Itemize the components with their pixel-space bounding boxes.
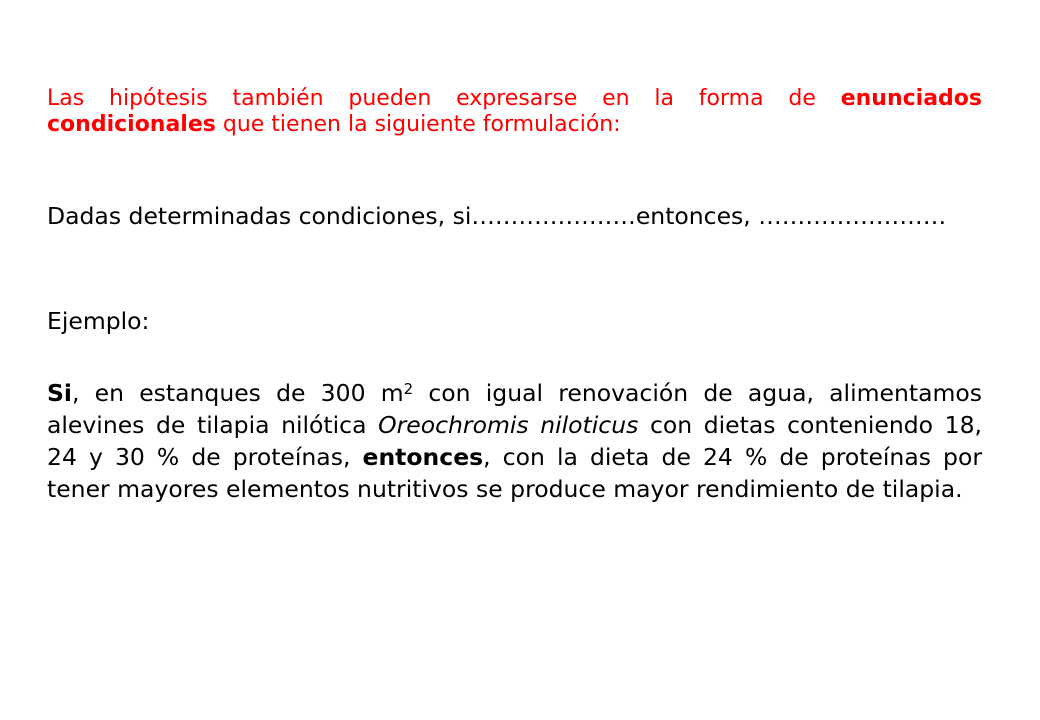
example-paragraph bbox=[47, 377, 982, 505]
intro-bold-term: enunciados condicionales bbox=[47, 86, 982, 137]
example-si: Si bbox=[47, 379, 72, 407]
formulation-paragraph: Dadas determinadas condiciones, si…………………entonces, …………………… bbox=[47, 202, 947, 230]
intro-paragraph bbox=[47, 86, 982, 138]
example-part-3: con dietas conteniendo 18, 24 y 30 % de proteínas, bbox=[47, 411, 982, 471]
example-part-4: , con la dieta de 24 % de proteínas por tener mayores elementos nutritivos se produce mayor rendimiento de tilapia. bbox=[47, 443, 982, 503]
example-label: Ejemplo: bbox=[47, 307, 150, 335]
example-entonces: entonces bbox=[362, 443, 484, 471]
example-superscript: 2 bbox=[403, 380, 414, 398]
example-part-2: con igual renovación de agua, alimentamos alevines de tilapia nilótica bbox=[47, 379, 982, 439]
example-part-1: , en estanques de 300 m bbox=[71, 379, 404, 407]
intro-text-before: Las hipótesis también pueden expresarse en la forma de bbox=[47, 86, 841, 111]
example-species-name: Oreochromis niloticus bbox=[378, 411, 639, 439]
intro-text-after: que tienen la siguiente formulación: bbox=[215, 112, 621, 137]
